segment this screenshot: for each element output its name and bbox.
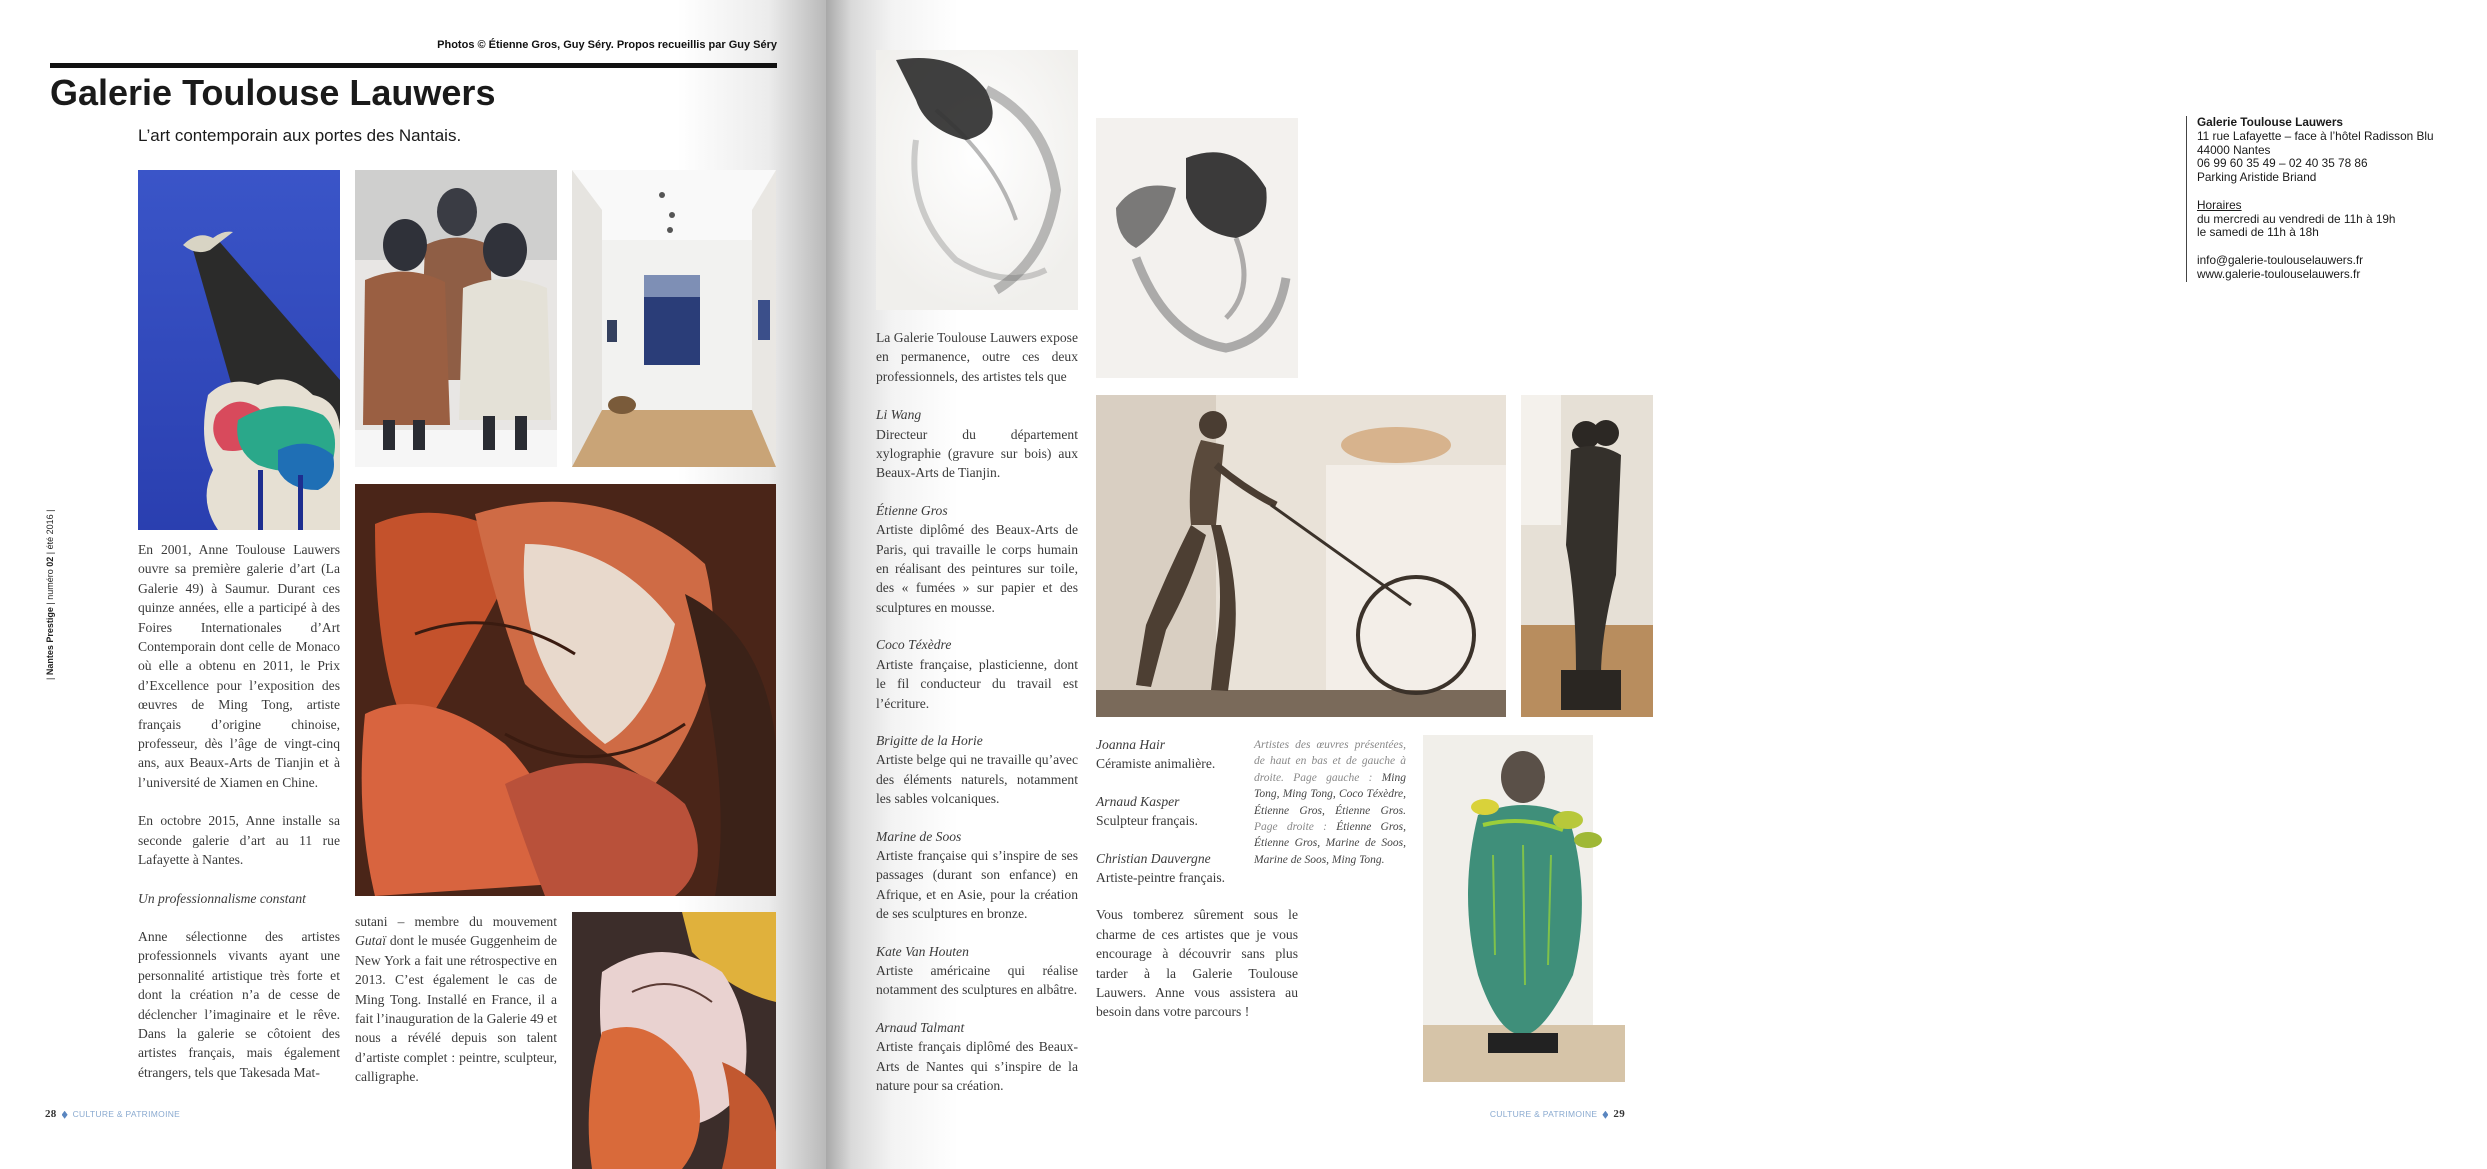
artist-entry <box>876 942 1078 1000</box>
intro-paragraph: En 2001, Anne Toulouse Lauwers ouvre sa première galerie d’art (La Galerie 49) à Saumur. Durant ces quinze années, elle a participé à des Foires Internationales d’Art Contemporain dont celle de Monaco où elle a obtenu en 2011, le Prix d’Excellence pour l’exposition des œuvres de Ming Tong, artiste français d’origine chinoise, professeur, dès l’âge de vingt-cinq ans, aux Beaux-Arts de Tianjin et à l’université de Xiamen en Chine. <box>138 542 340 790</box>
left-column-1 <box>138 540 340 1101</box>
artist-name: Christian Dauvergne <box>1096 850 1211 866</box>
info-address-1: 11 rue Lafayette – face à l’hôtel Radisson Blu <box>2197 128 2434 143</box>
green-sculpture-birds-image <box>1423 735 1625 1082</box>
info-hours-2: le samedi de 11h à 18h <box>2197 225 2319 240</box>
artist-name: Coco Téxèdre <box>876 637 952 653</box>
painting-abstract-red-image <box>355 484 776 896</box>
page-title: Galerie Toulouse Lauwers <box>50 72 496 113</box>
caption-right-artists: Étienne Gros, Étienne Gros, Marine de Soos, Marine de Soos, Ming Tong. <box>1254 821 1406 866</box>
artist-entry <box>876 731 1078 809</box>
page-subtitle: L’art contemporain aux portes des Nantais. <box>138 126 462 145</box>
third-paragraph: Anne sélectionne des artistes professionnels vivants ayant une personnalité artistique très forte et dont la création n’a de cesse de déclencher l’imaginaire et le rêve. Dans la galerie se côtoient des artistes français, mais également étrangers, tels que Takesada Mat- <box>138 928 340 1080</box>
info-address-2: 44000 Nantes <box>2197 142 2271 157</box>
artist-desc: Artiste américaine qui réalise notamment des sculptures en albâtre. <box>876 962 1078 998</box>
right-column-1 <box>876 328 1078 1113</box>
title-rule <box>50 63 777 68</box>
smoke-artwork-1-image <box>876 50 1078 310</box>
right-page-number: 29 <box>1613 1108 1625 1120</box>
sculptures-three-figures-image <box>355 170 557 467</box>
artist-name: Joanna Hair <box>1096 737 1166 752</box>
right-footer-section: CULTURE & PATRIMOINE <box>1489 1109 1598 1119</box>
artist-name: Li Wang <box>876 407 922 423</box>
right-footer <box>1490 1108 1625 1120</box>
second-paragraph: En octobre 2015, Anne installe sa seconde galerie d’art au 11 rue Lafayette à Nantes. <box>138 813 340 868</box>
continued-paragraph <box>355 912 557 1087</box>
continued-text-b: dont le musée Guggenheim de New York a fait une rétrospective en 2013. C’est également le cas de Ming Tong. Installé en France, il a fait l’inauguration de la Galerie 49 et nous a révélé depuis son talent d’artiste complet : peintre, sculpteur, calligraphe. <box>355 933 557 1085</box>
left-footer <box>45 1108 180 1120</box>
artist-name: Arnaud Talmant <box>876 1019 965 1035</box>
artist-entry <box>876 1018 1078 1096</box>
right-page <box>826 0 2434 1169</box>
artist-name: Étienne Gros <box>876 502 948 518</box>
info-phones: 06 99 60 35 49 – 02 40 35 78 86 <box>2197 156 2368 171</box>
artist-name: Brigitte de la Horie <box>876 732 983 748</box>
left-page-number: 28 <box>45 1108 57 1120</box>
artist-desc: Céramiste animalière. <box>1096 756 1216 772</box>
smoke-artwork-2-image <box>1096 118 1298 378</box>
caption-left-artists: Ming Tong, Ming Tong, Coco Téxèdre, Étienne Gros, Étienne Gros. <box>1254 771 1406 817</box>
artist-desc: Artiste-peintre français. <box>1096 870 1226 886</box>
side-label: | Nantes Prestige | numéro 02 | été 2016 | <box>45 509 55 680</box>
left-footer-section: CULTURE & PATRIMOINE <box>72 1109 181 1119</box>
artist-desc: Artiste belge qui ne travaille qu’avec des éléments naturels, notamment les sables volcaniques. <box>876 752 1078 807</box>
artist-name: Kate Van Houten <box>876 943 969 959</box>
issue-prefix: numéro <box>45 569 55 600</box>
gallery-room-image <box>572 170 776 467</box>
photo-caption <box>1254 737 1406 868</box>
artist-desc: Artiste français diplômé des Beaux-Arts de Nantes qui s’inspire de la nature pour sa création. <box>876 1039 1078 1093</box>
bronze-runner-hoop-image <box>1096 395 1506 717</box>
artist-desc: Artiste française qui s’inspire de ses passages (durant son enfance) en Afrique, et en Asie, pour la création de ses sculptures en bronze. <box>876 847 1078 922</box>
closing-paragraph: Vous tomberez sûrement sous le charme de ces artistes que je vous encourage à découvrir sans plus tarder à la Galerie Toulouse Lauwers. Anne vous assistera au besoin dans votre parcours ! <box>1096 907 1298 1020</box>
caption-intro: Artistes des œuvres présentées, de haut en bas et de gauche à droite. Page gauche : <box>1254 739 1406 784</box>
artist-desc: Artiste diplômé des Beaux-Arts de Paris, qui travaille le corps humain en réalisant des peintures sur toile, des « fumées » sur papier et des sculptures en mousse. <box>876 522 1078 615</box>
info-hours-1: du mercredi au vendredi de 11h à 19h <box>2197 211 2396 226</box>
photo-credit: Photos © Étienne Gros, Guy Séry. Propos recueillis par Guy Séry <box>437 39 777 51</box>
diamond-icon <box>62 1111 68 1119</box>
magazine-name: Nantes Prestige <box>45 607 55 676</box>
left-column-2 <box>355 912 557 1106</box>
painting-figure-image <box>572 912 776 1169</box>
gallery-info-block <box>2186 116 2487 282</box>
artist-desc: Sculpteur français. <box>1096 813 1198 829</box>
issue-season: été 2016 <box>45 514 55 550</box>
info-email[interactable]: info@galerie-toulouselauwers.fr <box>2197 252 2364 267</box>
left-page <box>0 0 826 1169</box>
section-heading: Un professionnalisme constant <box>138 890 306 906</box>
artist-name: Arnaud Kasper <box>1096 793 1180 809</box>
artist-entry <box>876 405 1078 483</box>
artist-entry <box>876 635 1078 713</box>
artist-entry <box>876 501 1078 617</box>
right-intro-paragraph: La Galerie Toulouse Lauwers expose en permanence, outre ces deux professionnels, des artistes tels que <box>876 330 1078 384</box>
info-website[interactable]: www.galerie-toulouselauwers.fr <box>2197 266 2361 281</box>
continued-text-a: sutani – membre du mouvement <box>355 914 557 929</box>
diamond-icon <box>1602 1111 1608 1119</box>
painting-dove-image <box>138 170 340 530</box>
caption-mid: Page droite : <box>1254 821 1337 834</box>
artist-desc: Directeur du département xylographie (gravure sur bois) aux Beaux-Arts de Tianjin. <box>876 426 1078 481</box>
issue-number: 02 <box>45 556 55 567</box>
info-gallery-name: Galerie Toulouse Lauwers <box>2197 115 2343 129</box>
artist-name: Marine de Soos <box>876 828 962 844</box>
artist-desc: Artiste française, plasticienne, dont le fil conducteur du travail est l’écriture. <box>876 656 1078 711</box>
artist-entry <box>876 827 1078 924</box>
bronze-couple-image <box>1521 395 1653 717</box>
gutai-term: Gutaï <box>355 933 386 949</box>
info-hours-title: Horaires <box>2197 197 2242 212</box>
info-parking: Parking Aristide Briand <box>2197 170 2317 185</box>
